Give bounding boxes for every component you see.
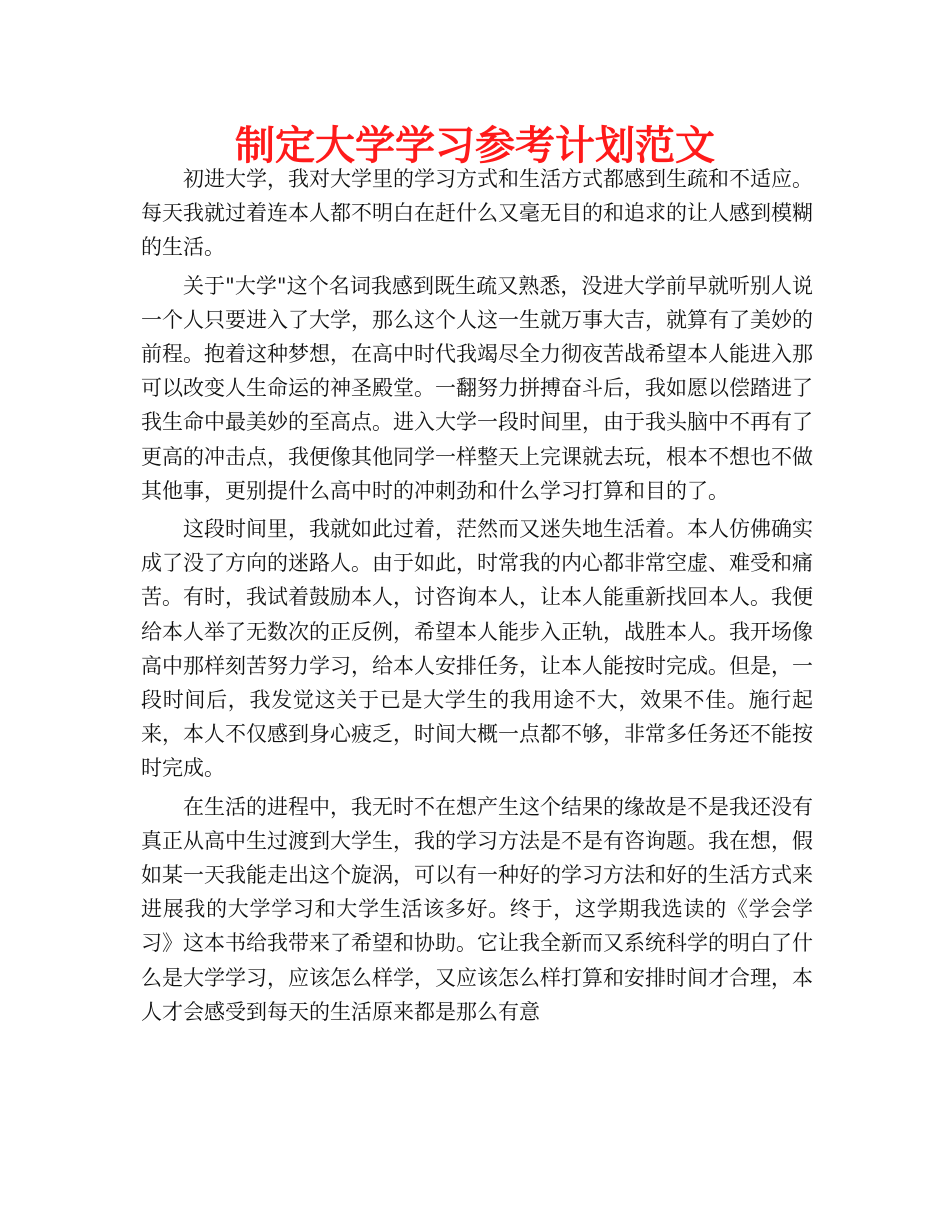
document-body <box>141 162 813 1033</box>
paragraph-4: 在生活的进程中，我无时不在想产生这个结果的缘故是不是我还没有真正从高中生过渡到大学生，我的学习方法是不是有咨询题。我在想，假如某一天我能走出这个旋涡，可以有一种好的学习方法和好的生活方式来进展我的大学学习和大学生活该多好。终于，这学期我选读的《学会学习》这本书给我带来了希望和协助。它让我全新而又系统科学的明白了什么是大学学习，应该怎么样学，又应该怎么样打算和安排时间才合理，本人才会感受到每天的生活原来都是那么有意 <box>141 794 813 1024</box>
paragraph-2: 关于"大学"这个名词我感到既生疏又熟悉，没进大学前早就听别人说一个人只要进入了大学，那么这个人这一生就万事大吉，就算有了美妙的前程。抱着这种梦想，在高中时代我竭尽全力彻夜苦战希望本人能进入那可以改变人生命运的神圣殿堂。一翻努力拼搏奋斗后，我如愿以偿踏进了我生命中最美妙的至高点。进入大学一段时间里，由于我头脑中不再有了更高的冲击点，我便像其他同学一样整天上完课就去玩，根本不想也不做其他事，更别提什么高中时的冲刺劲和什么学习打算和目的了。 <box>141 273 813 503</box>
paragraph-3: 这段时间里，我就如此过着，茫然而又迷失地生活着。本人仿佛确实成了没了方向的迷路人。由于如此，时常我的内心都非常空虚、难受和痛苦。有时，我试着鼓励本人，讨咨询本人，让本人能重新找回本人。我便给本人举了无数次的正反例，希望本人能步入正轨，战胜本人。我开场像高中那样刻苦努力学习，给本人安排任务，让本人能按时完成。但是，一段时间后，我发觉这关于已是大学生的我用途不大，效果不佳。施行起来，本人不仅感到身心疲乏，时间大概一点都不够，非常多任务还不能按时完成。 <box>141 517 813 781</box>
paragraph-1: 初进大学，我对大学里的学习方式和生活方式都感到生疏和不适应。每天我就过着连本人都不明白在赶什么又毫无目的和追求的让人感到模糊的生活。 <box>141 167 813 260</box>
document-title: 制定大学学习参考计划范文 <box>235 123 715 169</box>
